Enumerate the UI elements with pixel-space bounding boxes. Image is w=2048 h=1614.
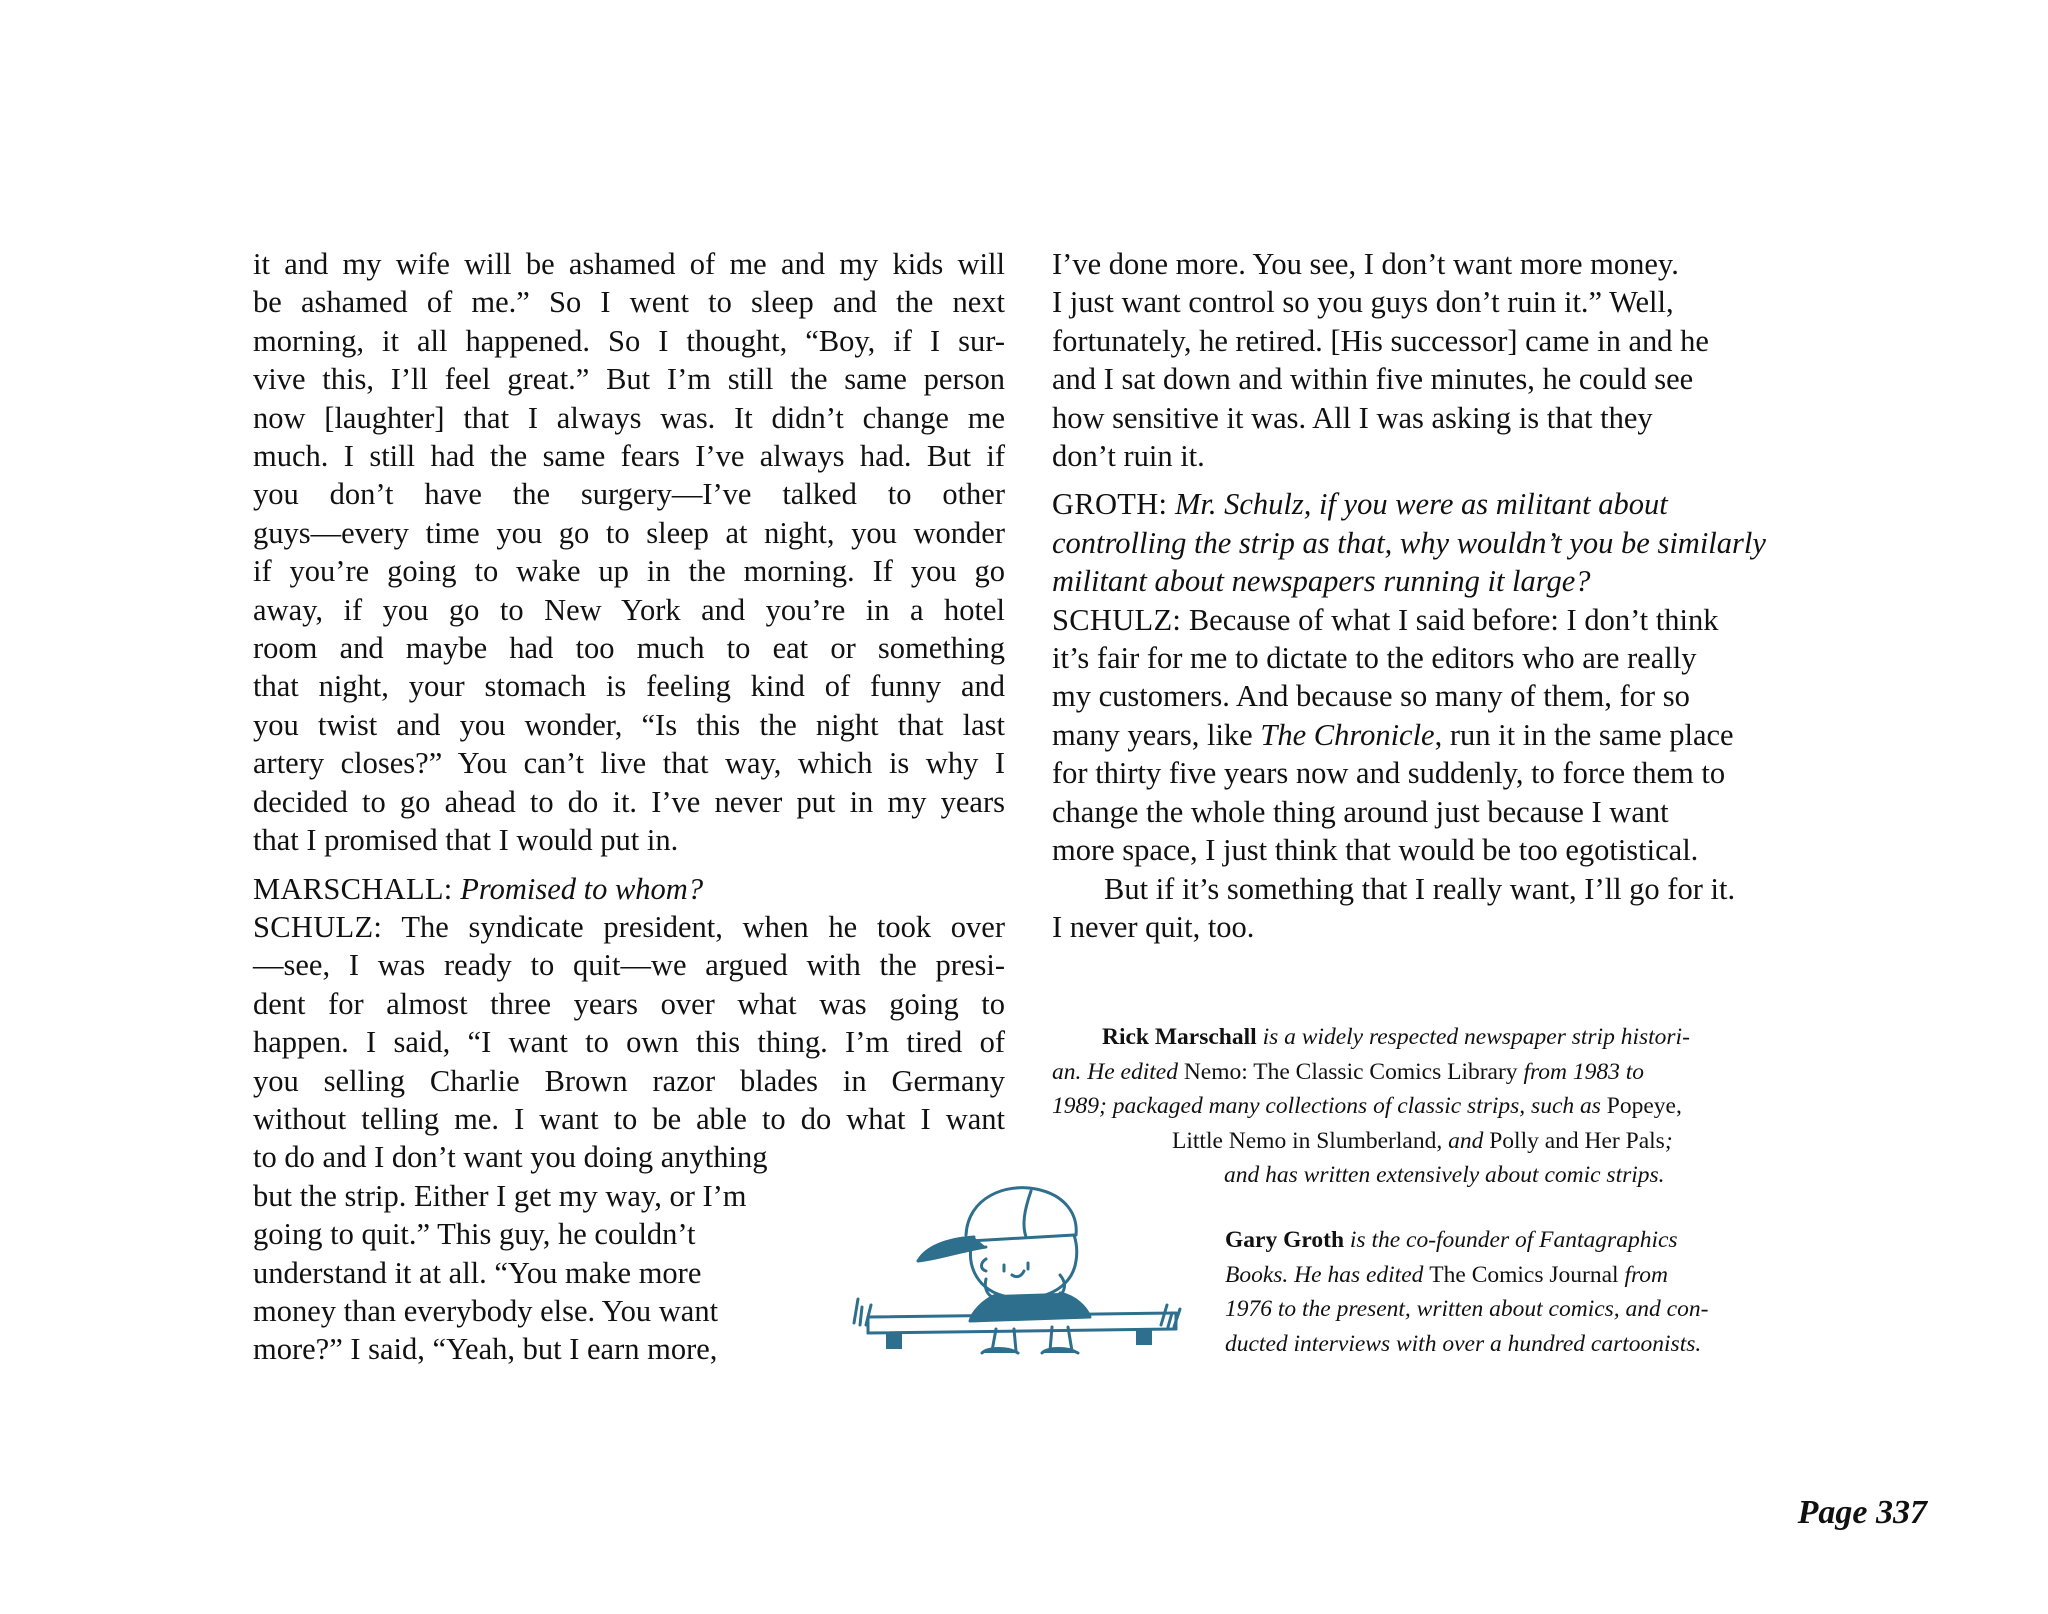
- publication-title: Little Nemo in Slumberland,: [1172, 1127, 1443, 1154]
- text-line: you don’t have the surgery—I’ve talked to other: [253, 477, 1005, 512]
- bio-marschall: [1052, 1020, 1796, 1193]
- text-line: that night, your stomach is feeling kind of funny and: [253, 669, 1005, 704]
- nose-mouth: [1012, 1271, 1024, 1277]
- body-shirt: [970, 1293, 1090, 1321]
- speaker-label: SCHULZ:: [1052, 602, 1182, 637]
- text-line: be ashamed of me.” So I went to sleep and the next: [253, 285, 1005, 320]
- text-line: to do and I don’t want you doing anything: [253, 1140, 768, 1175]
- left-paragraph-1: [253, 245, 1005, 860]
- groth-question-line-2: controlling the strip as that, why wouldn’t you be similarly: [1052, 525, 1766, 560]
- groth-question-line-1: [1052, 485, 1804, 523]
- text-fragment: , run it in the same place: [1434, 717, 1734, 752]
- text-fragment: ;: [1664, 1127, 1673, 1154]
- text-fragment: from 1983 to: [1517, 1058, 1644, 1085]
- plank-support-left: [886, 1333, 902, 1349]
- bio-name: Rick Marschall: [1102, 1024, 1257, 1050]
- schulz-answer-first-line: [253, 908, 1005, 946]
- text-fragment: and: [1442, 1127, 1490, 1154]
- text-line: change the whole thing around just because I want: [1052, 794, 1669, 829]
- groth-question-line-3: militant about newspapers running it large?: [1052, 564, 1591, 599]
- bio-line: [1052, 1089, 1796, 1124]
- publication-title: Nemo: The Classic Comics Library: [1183, 1058, 1518, 1085]
- bio-line: [1052, 1124, 1796, 1159]
- marschall-question: [253, 870, 1005, 908]
- bio-line: and has written extensively about comic strips.: [1224, 1162, 1665, 1188]
- text-line: away, if you go to New York and you’re in a hotel: [253, 592, 1005, 627]
- text-fragment: 1989; packaged many collections of classic strips, such as: [1052, 1093, 1607, 1119]
- publication-title: Polly and Her Pals: [1489, 1127, 1665, 1154]
- text-line: much. I still had the same fears I’ve always had. But if: [253, 439, 1005, 474]
- text-line: dent for almost three years over what was going to: [253, 986, 1005, 1021]
- text-line: and I sat down and within five minutes, he could see: [1052, 362, 1694, 397]
- cap-crown: [966, 1188, 1076, 1235]
- bio-line: ducted interviews with over a hundred cartoonists.: [1225, 1330, 1702, 1357]
- text-line: happen. I said, “I want to own this thing. I’m tired of: [253, 1025, 1005, 1060]
- text-line: it and my wife will be ashamed of me and my kids will: [253, 247, 1005, 281]
- schulz-answer-first-line: [1052, 601, 1804, 639]
- bio-line: 1976 to the present, written about comics, and con-: [1225, 1296, 1709, 1322]
- closing-line-2: I never quit, too.: [1052, 909, 1255, 944]
- text-line: for thirty five years now and suddenly, to force them to: [1052, 756, 1726, 791]
- right-column: [1052, 245, 1804, 946]
- publication-title: The Comics Journal: [1429, 1261, 1619, 1288]
- publication-title: Popeye,: [1606, 1093, 1682, 1119]
- bio-name: Gary Groth: [1225, 1227, 1345, 1253]
- text-line: decided to go ahead to do it. I’ve never put in my years: [253, 784, 1005, 819]
- bio-line: [1225, 1258, 1800, 1293]
- text-fragment: an. He edited: [1052, 1058, 1184, 1085]
- text-line: vive this, I’ll feel great.” But I’m still the same person: [253, 362, 1005, 397]
- answer-text: The syndicate president, when he took over: [401, 909, 1005, 944]
- text-line: without telling me. I want to be able to do what I want: [253, 1101, 1005, 1136]
- bio-line: [1225, 1223, 1800, 1258]
- text-fragment: from: [1618, 1261, 1668, 1288]
- text-line: more?” I said, “Yeah, but I earn more,: [253, 1332, 718, 1367]
- text-line: more space, I just think that would be too egotistical.: [1052, 833, 1699, 868]
- text-line: I’ve done more. You see, I don’t want more money.: [1052, 247, 1679, 281]
- text-line: understand it at all. “You make more: [253, 1255, 702, 1290]
- text-line: you selling Charlie Brown razor blades in Germany: [253, 1063, 1005, 1098]
- cap-rim: [970, 1235, 1074, 1241]
- bio-groth: [1225, 1223, 1800, 1361]
- right-paragraph-1: [1052, 245, 1804, 475]
- text-line: fortunately, he retired. [His successor] came in and he: [1052, 323, 1709, 358]
- cap-seam: [1024, 1191, 1031, 1237]
- speaker-label: GROTH:: [1052, 487, 1168, 522]
- text-line: my customers. And because so many of them, for so: [1052, 679, 1690, 714]
- text-line: I just want control so you guys don’t ruin it.” Well,: [1052, 285, 1674, 320]
- question-text: Mr. Schulz, if you were as militant about: [1174, 487, 1668, 522]
- text-fragment: many years, like: [1052, 717, 1261, 752]
- bio-line: [1052, 1020, 1796, 1055]
- plank-bottom: [868, 1329, 1176, 1333]
- text-line: guys—every time you go to sleep at night, you wonder: [253, 515, 1005, 550]
- shoes: [982, 1349, 1078, 1354]
- speaker-label: MARSCHALL:: [253, 871, 453, 906]
- text-fragment: is the co-founder of Fantagraphics: [1344, 1227, 1678, 1253]
- text-line: room and maybe had too much to eat or something: [253, 631, 1005, 666]
- text-line: if you’re going to wake up in the morning. If you go: [253, 554, 1005, 589]
- text-line: money than everybody else. You want: [253, 1293, 719, 1328]
- text-line: going to quit.” This guy, he couldn’t: [253, 1217, 696, 1252]
- text-line: morning, it all happened. So I thought, “Boy, if I sur-: [253, 323, 1005, 358]
- text-fragment: Books. He has edited: [1225, 1261, 1430, 1288]
- charlie-brown-illustration: [846, 1175, 1194, 1365]
- text-line: but the strip. Either I get my way, or I’m: [253, 1178, 747, 1213]
- answer-text: Because of what I said before: I don’t think: [1188, 602, 1719, 637]
- text-line: how sensitive it was. All I was asking is that they: [1052, 400, 1653, 435]
- ear: [982, 1259, 987, 1271]
- text-line: now [laughter] that I always was. It didn’t change me: [253, 400, 1005, 435]
- text-line: [1052, 716, 1804, 754]
- text-line: artery closes?” You can’t live that way, which is why I: [253, 746, 1005, 781]
- speaker-label: SCHULZ:: [253, 909, 383, 944]
- publication-title: The Chronicle: [1260, 717, 1435, 752]
- page-number: Page 337: [1797, 1494, 1927, 1531]
- text-line: don’t ruin it.: [1052, 439, 1205, 474]
- closing-line-1: But if it’s something that I really want, I’ll go for it.: [1104, 871, 1736, 906]
- plank-support-right: [1136, 1329, 1152, 1345]
- text-line: —see, I was ready to quit—we argued with the presi-: [253, 948, 1005, 983]
- text-fragment: is a widely respected newspaper strip histori-: [1256, 1024, 1690, 1050]
- bio-line: [1052, 1055, 1796, 1090]
- text-line: it’s fair for me to dictate to the editors who are really: [1052, 641, 1697, 676]
- text-line: you twist and you wonder, “Is this the night that last: [253, 707, 1005, 742]
- text-line: that I promised that I would put in.: [253, 823, 679, 858]
- question-text: Promised to whom?: [460, 871, 704, 906]
